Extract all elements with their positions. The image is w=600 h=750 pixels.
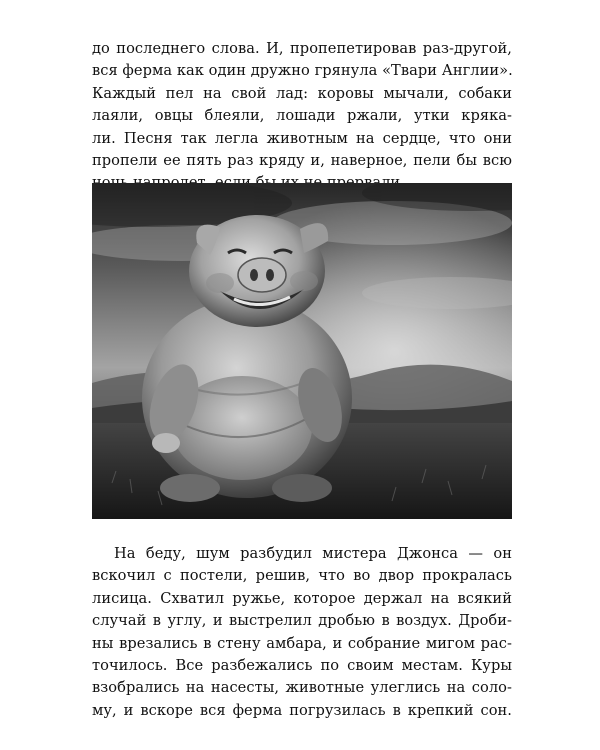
pig-illustration-image	[92, 183, 512, 519]
text-line: На беду, шум разбудил мистера Джонса — он	[114, 545, 512, 562]
text-line: точилось. Все разбежались по своим местам. Куры	[92, 657, 512, 675]
text-line: лаяли, овцы блеяли, лошади ржали, утки кряка-	[92, 107, 512, 125]
text-line: ны врезались в стену амбара, и собрание мигом рас-	[92, 634, 512, 652]
text-line: Каждый пел на свой лад: коровы мычали, собаки	[92, 84, 512, 102]
paragraph-top	[92, 38, 512, 195]
text-line: случай в углу, и выстрелил дробью в воздух. Дроби-	[92, 612, 512, 630]
text-line: лисица. Схватил ружье, которое держал на всякий	[92, 589, 512, 607]
text-line: вскочил с постели, решив, что во двор прокралась	[92, 567, 512, 585]
text-line: взобрались на насесты, животные улеглись на соло-	[92, 679, 512, 697]
text-line: ли. Песня так легла животным на сердце, что они	[92, 129, 512, 147]
text-line: до последнего слова. И, пропепетировав раз-другой,	[92, 40, 512, 57]
text-line: вся ферма как один дружно грянула «Твари Англии».	[92, 62, 513, 80]
pig-illustration	[92, 183, 512, 519]
text-line: пропели ее пять раз кряду и, наверное, пели бы всю	[92, 152, 512, 170]
paragraph-bottom	[92, 543, 512, 722]
text-line: му, и вскоре вся ферма погрузилась в крепкий сон.	[92, 701, 512, 719]
